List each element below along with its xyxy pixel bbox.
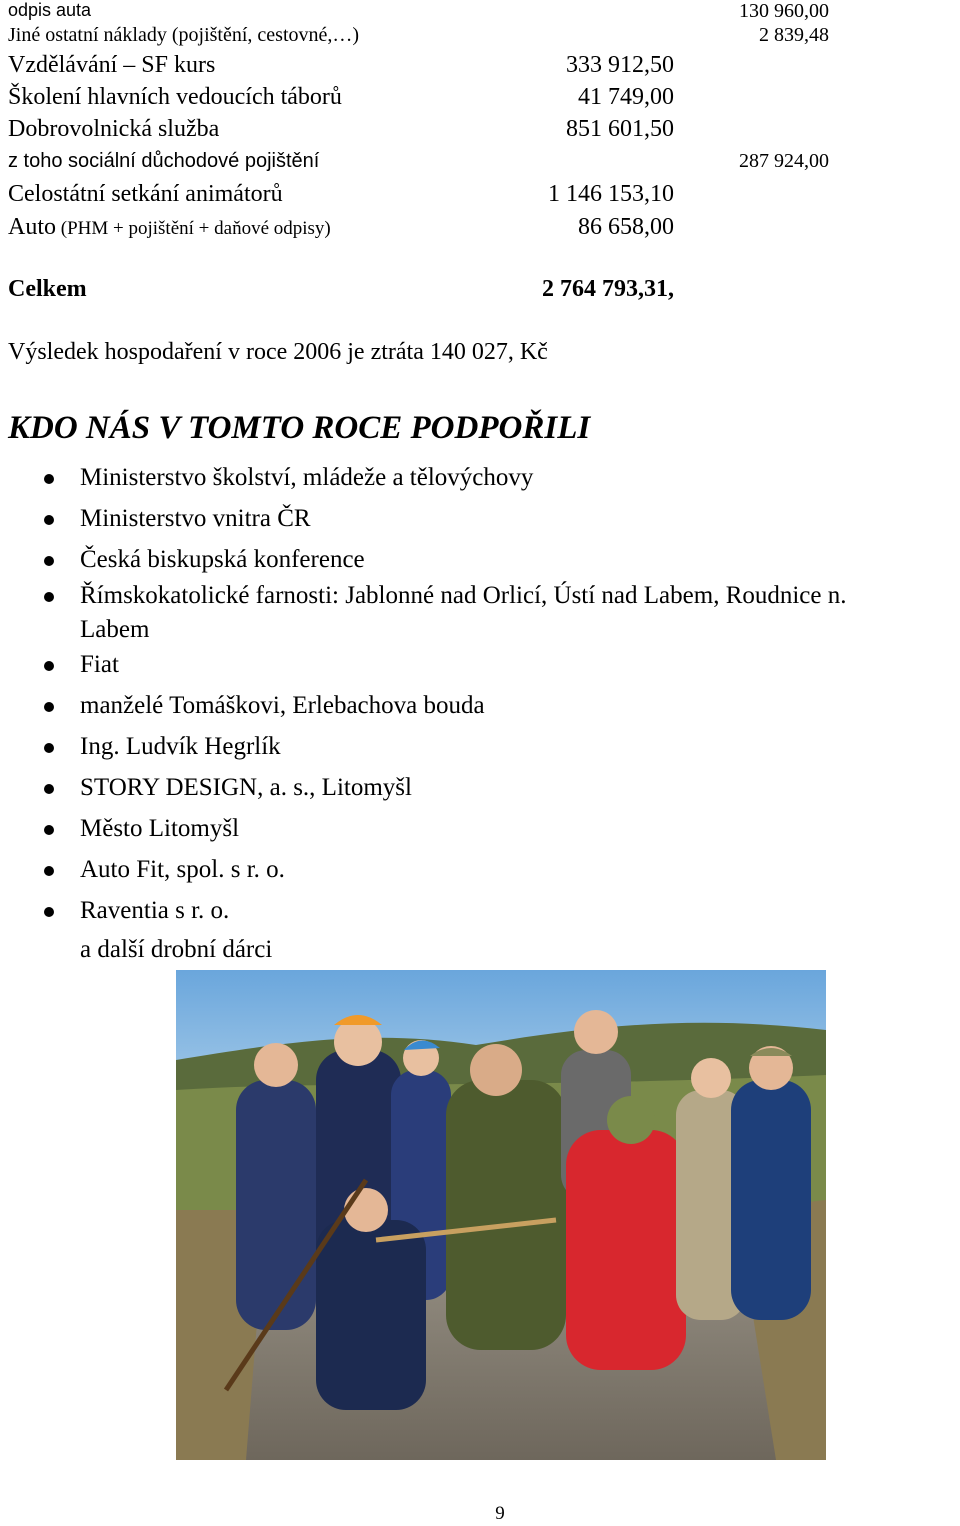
row-label-main: Auto — [8, 214, 56, 240]
list-item: Římskokatolické farnosti: Jablonné nad Orlicí, Ústí nad Labem, Roudnice n. — [0, 580, 960, 614]
list-item: manželé Tomáškovi, Erlebachova bouda — [0, 690, 960, 731]
list-item-trailing: a další drobní dárci — [80, 936, 273, 963]
total-label: Celkem — [8, 276, 87, 302]
bullet-icon — [44, 556, 54, 566]
finance-row-setkani — [8, 181, 958, 211]
row-label: z toho sociální důchodové pojištění — [8, 150, 320, 172]
bullet-icon — [44, 743, 54, 753]
finance-row-pojisteni — [8, 150, 958, 180]
row-value-right: 2 839,48 — [759, 24, 829, 46]
list-item: Město Litomyšl — [0, 813, 960, 854]
bullet-icon — [44, 661, 54, 671]
row-label-detail: (PHM + pojištění + daňové odpisy) — [56, 218, 331, 239]
page-number: 9 — [495, 1503, 505, 1524]
supporters-heading: KDO NÁS V TOMTO ROCE PODPOŘILI — [8, 410, 591, 446]
bullet-icon — [44, 702, 54, 712]
bullet-icon — [44, 474, 54, 484]
finance-row-dobrovolnicka — [8, 116, 958, 146]
row-value-mid: 41 749,00 — [578, 84, 674, 110]
list-item: Ing. Ludvík Hegrlík — [0, 731, 960, 772]
finance-row-skoleni — [8, 84, 958, 114]
row-label: Celostátní setkání animátorů — [8, 181, 283, 207]
row-label: Dobrovolnická služba — [8, 116, 220, 142]
row-value-mid: 1 146 153,10 — [548, 181, 674, 207]
group-photo — [176, 970, 826, 1460]
row-value-right: 287 924,00 — [739, 150, 829, 172]
list-item: Raventia s r. o. — [0, 895, 960, 934]
list-item: Česká biskupská konference — [0, 544, 960, 580]
bullet-icon — [44, 907, 54, 917]
list-item: STORY DESIGN, a. s., Litomyšl — [0, 772, 960, 813]
list-item: Ministerstvo vnitra ČR — [0, 503, 960, 544]
row-value-mid: 86 658,00 — [578, 214, 674, 240]
row-label — [8, 214, 331, 241]
finance-row-auto — [8, 214, 958, 244]
row-label: Vzdělávání – SF kurs — [8, 52, 216, 78]
bullet-icon — [44, 784, 54, 794]
bullet-icon — [44, 825, 54, 835]
list-item-continuation: Labem — [80, 616, 150, 643]
finance-row-vzdelavani — [8, 52, 958, 82]
bullet-icon — [44, 866, 54, 876]
row-value-mid: 333 912,50 — [566, 52, 674, 78]
row-value-mid: 851 601,50 — [566, 116, 674, 142]
bullet-icon — [44, 592, 54, 602]
row-label: Jiné ostatní náklady (pojištění, cestovné,…) — [8, 24, 360, 46]
group-photo-icon — [176, 970, 826, 1460]
result-text: Výsledek hospodaření v roce 2006 je ztráta 140 027, Kč — [8, 339, 548, 365]
list-item: Fiat — [0, 649, 960, 690]
row-label: Školení hlavních vedoucích táborů — [8, 84, 342, 110]
bullet-icon — [44, 515, 54, 525]
finance-row-ostatni — [8, 24, 958, 54]
supporters-list — [0, 462, 960, 969]
row-label: odpis auta — [8, 0, 92, 20]
list-item: Auto Fit, spol. s r. o. — [0, 854, 960, 895]
list-item: Ministerstvo školství, mládeže a tělovýchovy — [0, 462, 960, 503]
total-value: 2 764 793,31, — [542, 276, 674, 302]
row-value-right: 130 960,00 — [739, 0, 829, 22]
finance-total-row — [8, 276, 958, 306]
